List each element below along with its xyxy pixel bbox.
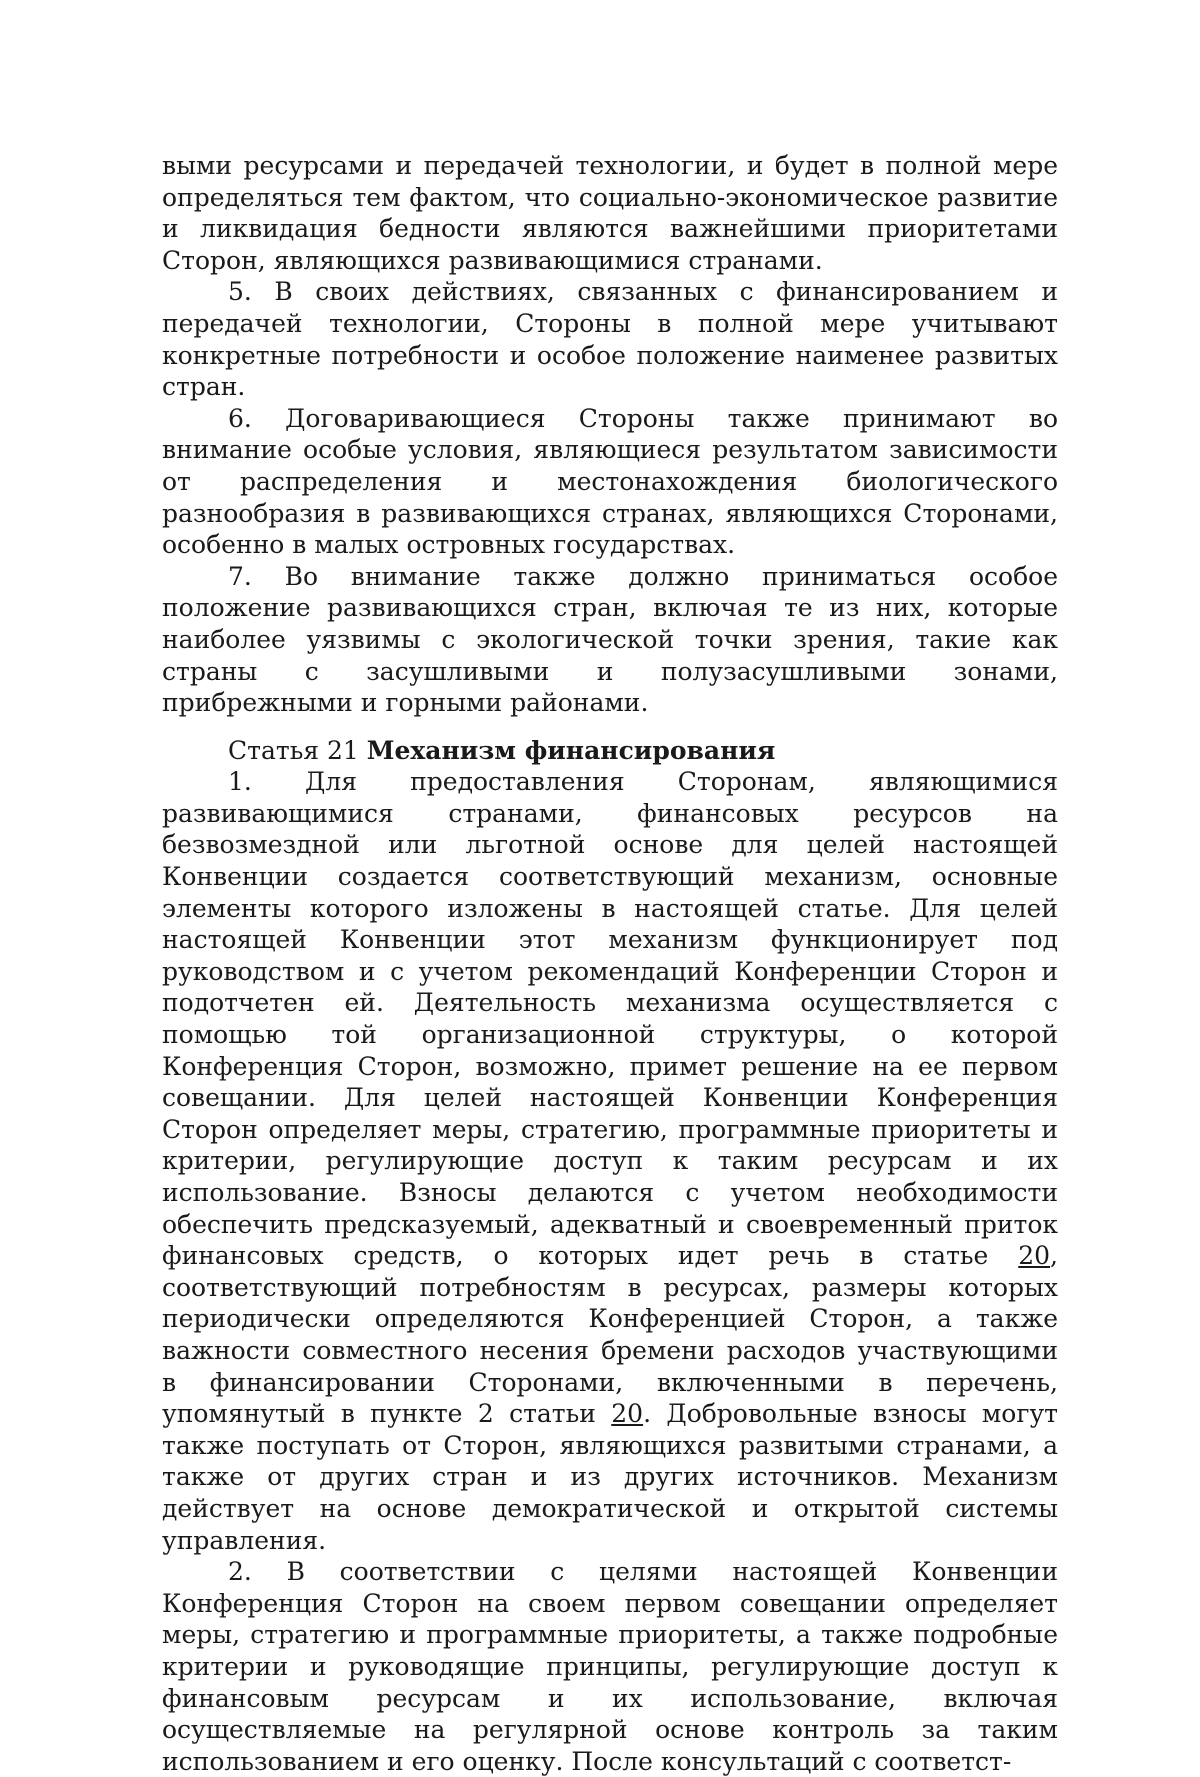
article-reference-link[interactable]: 20 <box>1018 1241 1051 1271</box>
article-reference-link[interactable]: 20 <box>611 1399 644 1429</box>
article-paragraph-2: 2. В соответствии с целями настоящей Конвенции Конференция Сторон на своем первом совещании определяет меры, стратегию и программные приоритеты, а также подробные критерии и руководящие принципы, регулирующие доступ к финансовым ресурсам и их использование, включая осуществляемые на регулярной основе контроль за таким использованием и его оценку. После консультаций с соответст- <box>162 1557 1058 1776</box>
paragraph-continuation: выми ресурсами и передачей технологии, и будет в полной мере определяться тем фактом, что социально-экономическое развитие и ликвидация бедности являются важнейшими приоритетами Сторон, являющихся развивающимися странами. <box>162 151 1058 275</box>
article-paragraph-1-text-c: . Добровольные взносы могут также поступать от Сторон, являющихся развитыми странами, а также от других стран и из других источников. Механизм действует на основе демократической и открытой системы управления. <box>162 1399 1058 1555</box>
article-paragraph-1-text-a: 1. Для предоставления Сторонам, являющимися развивающимися странами, финансовых ресурсов на безвозмездной или льготной основе для целей настоящей Конвенции создается соответствующий механизм, основные элементы которого изложены в настоящей статье. Для целей настоящей Конвенции этот механизм функционирует под руководством и с учетом рекомендаций Конференции Сторон и подотчетен ей. Деятельность механизма осуществляется с помощью той организационной структуры, о которой Конференция Сторон, возможно, примет решение на ее первом совещании. Для целей настоящей Конвенции Конференция Сторон определяет меры, стратегию, программные приоритеты и критерии, регулирующие доступ к таким ресурсам и их использование. Взносы делаются с учетом необходимости обеспечить предсказуемый, адекватный и своевременный приток финансовых средств, о которых идет речь в статье <box>162 767 1058 1271</box>
article-number: Статья 21 <box>228 735 359 765</box>
paragraph-7: 7. Во внимание также должно приниматься особое положение развивающихся стран, включая те из них, которые наиболее уязвимы с экологической точки зрения, такие как страны с засушливыми и полузасушливыми зонами, прибрежными и горными районами. <box>162 561 1058 718</box>
article-paragraph-1 <box>162 766 1058 1556</box>
document-page <box>162 150 1058 1777</box>
paragraph-6: 6. Договаривающиеся Стороны также принимают во внимание особые условия, являющиеся результатом зависимости от распределения и местонахождения биологического разнообразия в развивающихся странах, являющихся Сторонами, особенно в малых островных государствах. <box>162 403 1058 560</box>
article-title: Механизм финансирования <box>366 735 776 765</box>
article-heading <box>162 735 1058 767</box>
paragraph-5: 5. В своих действиях, связанных с финансированием и передачей технологии, Стороны в полной мере учитывают конкретные потребности и особое положение наименее развитых стран. <box>162 277 1058 402</box>
article-paragraph-1-text-b: , соответствующий потребностям в ресурсах, размеры которых периодически определяются Конференцией Сторон, а также важности совместного несения бремени расходов участвующими в финансировании Сторонами, включенными в перечень, упомянутый в пункте 2 статьи <box>162 1241 1058 1429</box>
